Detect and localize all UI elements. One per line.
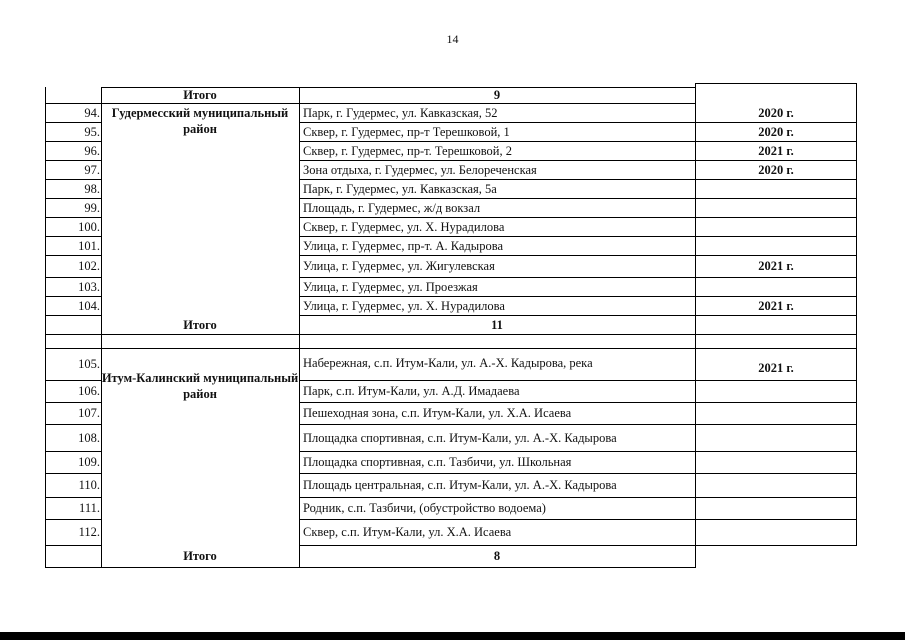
row-address: Площадка спортивная, с.п. Итум-Кали, ул. А.-Х. Кадырова (303, 430, 617, 445)
row-address: Парк, г. Гудермес, ул. Кавказская, 52 (303, 105, 498, 120)
itogo-count: 9 (493, 88, 501, 102)
row-year: 2020 г. (758, 124, 794, 139)
row-number: 99. (84, 200, 100, 215)
row-number: 102. (78, 259, 100, 273)
row-number: 111. (79, 501, 100, 515)
table-rule (45, 122, 101, 123)
row-number: 97. (84, 162, 100, 177)
row-address: Набережная, с.п. Итум-Кали, ул. А.-Х. Кадырова, река (303, 356, 593, 370)
table-rule (299, 236, 857, 237)
table-rule (299, 497, 857, 498)
scan-bottom-edge (0, 632, 905, 640)
table-rule (299, 315, 857, 316)
table-rule (45, 402, 101, 403)
table-rule (101, 87, 102, 568)
row-number: 108. (78, 430, 100, 445)
table-rule (45, 451, 101, 452)
table-rule (45, 497, 101, 498)
table-rule (299, 255, 857, 256)
table-rule (299, 424, 857, 425)
table-rule (45, 545, 101, 546)
row-year: 2021 г. (758, 361, 794, 375)
row-year: 2020 г. (758, 162, 794, 177)
table-rule (299, 277, 857, 278)
table-rule (299, 473, 857, 474)
table-rule (299, 198, 857, 199)
district-name: Гудермесский муниципальный район (111, 106, 289, 136)
itogo-count: 8 (493, 549, 501, 563)
table-rule (45, 217, 101, 218)
table-rule (299, 217, 857, 218)
row-number: 101. (78, 238, 100, 253)
table-rule (45, 567, 696, 568)
row-number: 103. (78, 279, 100, 294)
table-rule (299, 141, 857, 142)
table-rule (45, 519, 101, 520)
table-rule (45, 198, 101, 199)
row-address: Сквер, г. Гудермес, пр-т. Терешковой, 2 (303, 143, 512, 158)
row-address: Площадка спортивная, с.п. Тазбичи, ул. Школьная (303, 455, 572, 469)
row-number: 95. (84, 124, 100, 139)
table-rule (299, 451, 857, 452)
table-rule (299, 519, 857, 520)
row-number: 98. (84, 181, 100, 196)
table-rule (45, 296, 101, 297)
row-address: Родник, с.п. Тазбичи, (обустройство водоема) (303, 501, 546, 515)
table-rule (299, 179, 857, 180)
itogo-count: 11 (491, 317, 503, 332)
row-address: Сквер, г. Гудермес, ул. Х. Нурадилова (303, 219, 505, 234)
row-address: Площадь центральная, с.п. Итум-Кали, ул. А.-Х. Кадырова (303, 478, 617, 492)
table-rule (695, 83, 857, 84)
table-rule (45, 141, 101, 142)
row-year: 2020 г. (758, 105, 794, 120)
row-number: 106. (78, 384, 100, 398)
table-rule (45, 380, 101, 381)
row-address: Сквер, г. Гудермес, пр-т Терешковой, 1 (303, 124, 510, 139)
table-rule (45, 87, 46, 568)
row-number: 109. (78, 455, 100, 469)
table-rule (299, 122, 857, 123)
table-rule (695, 83, 696, 568)
row-number: 112. (78, 525, 100, 539)
row-number: 96. (84, 143, 100, 158)
table-rule (299, 87, 300, 568)
table-rule (45, 334, 857, 335)
row-number: 110. (78, 478, 100, 492)
table-rule (299, 296, 857, 297)
row-number: 94. (84, 105, 100, 120)
row-year: 2021 г. (758, 298, 794, 313)
row-number: 100. (78, 219, 100, 234)
row-address: Парк, с.п. Итум-Кали, ул. А.Д. Имадаева (303, 384, 520, 398)
itogo-label: Итого (183, 317, 217, 332)
table-rule (45, 255, 101, 256)
row-address: Улица, г. Гудермес, ул. Жигулевская (303, 259, 495, 273)
table-rule (45, 103, 696, 104)
row-address: Зона отдыха, г. Гудермес, ул. Белореченская (303, 162, 537, 177)
row-address: Улица, г. Гудермес, пр-т. А. Кадырова (303, 238, 503, 253)
table-rule (856, 83, 857, 545)
table-rule (45, 348, 857, 349)
table-rule (45, 179, 101, 180)
table-rule (299, 160, 857, 161)
table-rule (299, 380, 857, 381)
table-rule (45, 236, 101, 237)
row-year: 2021 г. (758, 143, 794, 158)
row-number: 105. (78, 357, 100, 371)
row-year: 2021 г. (758, 259, 794, 273)
row-number: 107. (78, 406, 100, 420)
row-address: Улица, г. Гудермес, ул. Х. Нурадилова (303, 298, 505, 313)
table-rule (45, 473, 101, 474)
row-address: Сквер, с.п. Итум-Кали, ул. Х.А. Исаева (303, 525, 512, 539)
row-address: Парк, г. Гудермес, ул. Кавказская, 5а (303, 181, 497, 196)
district-name: Итум-Калинский муниципальный район (101, 371, 299, 401)
table-rule (299, 402, 857, 403)
itogo-label: Итого (183, 88, 217, 102)
page-number: 14 (446, 32, 459, 46)
table-rule (45, 315, 101, 316)
itogo-label: Итого (183, 549, 217, 563)
row-address: Площадь, г. Гудермес, ж/д вокзал (303, 200, 481, 215)
row-number: 104. (78, 298, 100, 313)
row-address: Пешеходная зона, с.п. Итум-Кали, ул. Х.А. Исаева (303, 406, 572, 420)
table-rule (299, 545, 857, 546)
table-rule (45, 424, 101, 425)
row-address: Улица, г. Гудермес, ул. Проезжая (303, 279, 478, 294)
table-rule (45, 277, 101, 278)
table-rule (45, 160, 101, 161)
